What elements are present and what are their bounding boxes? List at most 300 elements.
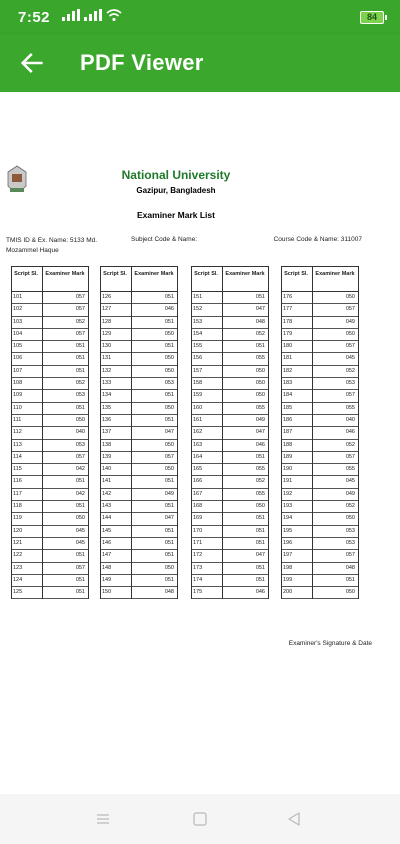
examiner-mark: 055 — [345, 404, 355, 411]
table-row — [191, 353, 269, 365]
table-row — [100, 317, 178, 329]
table-row — [11, 317, 89, 329]
examiner-mark: 047 — [255, 429, 265, 436]
script-number: 108 — [13, 380, 23, 387]
examiner-mark: 053 — [164, 380, 174, 387]
script-number: 199 — [283, 576, 293, 583]
table-row — [281, 341, 359, 353]
script-number: 176 — [283, 294, 293, 300]
table-row — [11, 329, 89, 341]
script-number: 177 — [283, 306, 293, 313]
table-header — [100, 266, 178, 292]
examiner-mark: 047 — [164, 429, 174, 436]
examiner-mark: 055 — [255, 404, 265, 411]
app-bar — [0, 34, 400, 92]
header-script: Script Sl. — [284, 271, 308, 277]
table-row — [11, 304, 89, 316]
table-row — [11, 489, 89, 501]
table-row — [100, 513, 178, 525]
script-number: 151 — [193, 294, 203, 300]
examiner-mark: 051 — [164, 392, 174, 399]
table-row — [191, 563, 269, 575]
table-row — [191, 427, 269, 439]
examiner-mark: 042 — [75, 466, 85, 473]
script-number: 145 — [102, 527, 112, 534]
table-row — [100, 304, 178, 316]
examiner-mark: 057 — [345, 306, 355, 313]
examiner-mark: 050 — [75, 416, 85, 423]
examiner-mark: 047 — [255, 306, 265, 313]
script-number: 192 — [283, 490, 293, 497]
battery-icon: 84 — [360, 11, 384, 24]
script-number: 147 — [102, 552, 112, 559]
signal-icon — [62, 9, 80, 21]
mark-table — [100, 266, 178, 599]
table-border — [88, 266, 89, 599]
table-row — [281, 292, 359, 304]
script-number: 155 — [193, 343, 203, 350]
examiner-mark: 051 — [75, 503, 85, 510]
mark-table — [281, 266, 359, 599]
examiner-mark: 055 — [255, 355, 265, 362]
examiner-mark: 051 — [164, 552, 174, 559]
table-row — [100, 440, 178, 452]
script-number: 193 — [283, 503, 293, 510]
signature-label: Examiner's Signature & Date — [288, 640, 372, 647]
table-row — [191, 341, 269, 353]
course-info: Course Code & Name: 311007 — [273, 236, 362, 243]
table-row — [11, 563, 89, 575]
subject-info: Subject Code & Name: — [131, 236, 198, 243]
examiner-mark: 055 — [345, 466, 355, 473]
table-row — [11, 587, 89, 599]
examiner-mark: 049 — [345, 318, 355, 325]
table-row — [191, 501, 269, 513]
script-number: 112 — [13, 429, 22, 436]
table-row — [100, 292, 178, 304]
table-row — [191, 390, 269, 402]
table-row — [100, 575, 178, 587]
script-number: 152 — [193, 306, 203, 313]
examiner-mark: 057 — [75, 330, 85, 337]
examiner-mark: 042 — [75, 490, 85, 497]
examiner-mark: 046 — [164, 306, 174, 313]
table-row — [191, 317, 269, 329]
table-row — [11, 575, 89, 587]
table-row — [100, 563, 178, 575]
table-row — [100, 341, 178, 353]
examiner-mark: 051 — [164, 539, 174, 546]
script-number: 157 — [193, 367, 203, 374]
script-number: 148 — [102, 564, 112, 571]
examiner-mark: 048 — [345, 564, 355, 571]
table-border — [191, 266, 192, 599]
table-row — [281, 563, 359, 575]
table-row — [11, 292, 89, 304]
table-row — [281, 489, 359, 501]
table-row — [281, 403, 359, 415]
examiner-mark: 057 — [75, 453, 85, 460]
examiner-mark: 051 — [164, 527, 174, 534]
examiner-mark: 051 — [75, 552, 85, 559]
header-mark: Examiner Mark — [134, 271, 174, 277]
back-icon[interactable] — [287, 812, 301, 826]
status-bar — [0, 0, 400, 34]
table-row — [100, 415, 178, 427]
examiner-mark: 050 — [164, 355, 174, 362]
examiner-mark: 051 — [164, 576, 174, 583]
script-number: 178 — [283, 318, 293, 325]
examiner-mark: 052 — [255, 330, 265, 337]
script-number: 121 — [13, 539, 23, 546]
examiner-mark: 051 — [255, 294, 265, 300]
examiner-info: TMIS ID & Ex. Name: 5133 Md. Mozammel Haque — [6, 237, 98, 254]
table-row — [281, 501, 359, 513]
table-row — [100, 427, 178, 439]
examiner-mark: 046 — [255, 589, 265, 596]
table-row — [281, 317, 359, 329]
script-number: 163 — [193, 441, 203, 448]
home-icon[interactable] — [193, 812, 207, 826]
script-number: 127 — [102, 306, 112, 313]
script-number: 175 — [193, 589, 203, 596]
examiner-mark: 052 — [75, 380, 85, 387]
examiner-mark: 051 — [164, 503, 174, 510]
script-number: 173 — [193, 564, 203, 571]
menu-icon[interactable] — [96, 812, 110, 826]
script-number: 133 — [102, 380, 112, 387]
table-row — [100, 489, 178, 501]
examiner-mark: 051 — [75, 367, 85, 374]
script-number: 179 — [283, 330, 293, 337]
examiner-mark: 055 — [255, 490, 265, 497]
script-number: 139 — [102, 453, 112, 460]
script-number: 170 — [193, 527, 203, 534]
examiner-mark: 057 — [345, 392, 355, 399]
table-row — [281, 464, 359, 476]
table-border — [11, 266, 12, 599]
examiner-mark: 040 — [345, 416, 355, 423]
script-number: 116 — [13, 478, 22, 485]
examiner-mark: 053 — [75, 441, 85, 448]
table-row — [281, 390, 359, 402]
examiner-mark: 051 — [164, 343, 174, 350]
script-number: 129 — [102, 330, 112, 337]
script-number: 200 — [283, 589, 293, 596]
script-number: 122 — [13, 552, 23, 559]
wifi-icon — [106, 9, 122, 21]
examiner-mark: 051 — [255, 527, 265, 534]
table-row — [100, 390, 178, 402]
examiner-mark: 057 — [75, 294, 85, 300]
examiner-mark: 050 — [255, 392, 265, 399]
signal-2-icon — [84, 9, 102, 21]
university-city: Gazipur, Bangladesh — [136, 186, 216, 195]
back-arrow-icon[interactable] — [18, 49, 46, 77]
script-number: 123 — [13, 564, 23, 571]
table-row — [100, 378, 178, 390]
script-number: 190 — [283, 466, 293, 473]
examiner-mark: 050 — [164, 564, 174, 571]
examiner-mark: 057 — [345, 453, 355, 460]
table-row — [281, 587, 359, 599]
examiner-mark: 053 — [345, 380, 355, 387]
script-number: 109 — [13, 392, 23, 399]
examiner-mark: 057 — [75, 306, 85, 313]
script-number: 164 — [193, 453, 203, 460]
examiner-mark: 050 — [164, 330, 174, 337]
table-row — [100, 501, 178, 513]
script-number: 101 — [13, 294, 23, 300]
table-row — [281, 415, 359, 427]
examiner-mark: 051 — [345, 576, 355, 583]
examiner-mark: 051 — [75, 355, 85, 362]
examiner-mark: 050 — [255, 380, 265, 387]
script-number: 106 — [13, 355, 23, 362]
table-row — [191, 329, 269, 341]
examiner-mark: 050 — [164, 466, 174, 473]
script-number: 130 — [102, 343, 112, 350]
script-number: 104 — [13, 330, 23, 337]
script-number: 124 — [13, 576, 23, 583]
examiner-mark: 045 — [75, 539, 85, 546]
table-row — [11, 353, 89, 365]
script-number: 146 — [102, 539, 112, 546]
script-number: 165 — [193, 466, 203, 473]
script-number: 186 — [283, 416, 293, 423]
pdf-page[interactable] — [0, 92, 400, 792]
script-number: 118 — [13, 503, 22, 510]
table-row — [191, 440, 269, 452]
table-row — [11, 464, 89, 476]
table-row — [11, 366, 89, 378]
examiner-mark: 052 — [255, 478, 265, 485]
script-number: 143 — [102, 503, 112, 510]
table-row — [191, 526, 269, 538]
script-number: 182 — [283, 367, 293, 374]
table-row — [281, 476, 359, 488]
script-number: 162 — [193, 429, 203, 436]
script-number: 161 — [193, 416, 203, 423]
table-row — [281, 353, 359, 365]
table-border — [100, 266, 101, 599]
examiner-mark: 050 — [164, 441, 174, 448]
table-border — [281, 266, 282, 599]
table-row — [100, 550, 178, 562]
examiner-mark: 051 — [255, 564, 265, 571]
script-number: 166 — [193, 478, 203, 485]
examiner-mark: 045 — [345, 478, 355, 485]
table-row — [281, 366, 359, 378]
script-number: 183 — [283, 380, 293, 387]
script-number: 115 — [13, 466, 22, 473]
examiner-mark: 057 — [75, 564, 85, 571]
script-number: 103 — [13, 318, 23, 325]
script-number: 144 — [102, 515, 112, 522]
table-row — [11, 440, 89, 452]
script-number: 188 — [283, 441, 293, 448]
header-mark: Examiner Mark — [45, 271, 85, 277]
script-number: 149 — [102, 576, 112, 583]
app-title: PDF Viewer — [80, 50, 204, 75]
table-row — [100, 526, 178, 538]
script-number: 138 — [102, 441, 112, 448]
examiner-mark: 052 — [345, 503, 355, 510]
script-number: 181 — [283, 355, 293, 362]
script-number: 136 — [102, 416, 112, 423]
script-number: 160 — [193, 404, 203, 411]
script-number: 172 — [193, 552, 203, 559]
script-number: 120 — [13, 527, 23, 534]
script-number: 132 — [102, 367, 112, 374]
table-row — [191, 587, 269, 599]
examiner-mark: 050 — [345, 330, 355, 337]
script-number: 114 — [13, 453, 22, 460]
script-number: 191 — [283, 478, 293, 485]
table-row — [11, 427, 89, 439]
table-row — [191, 378, 269, 390]
examiner-mark: 051 — [75, 576, 85, 583]
examiner-mark: 053 — [345, 539, 355, 546]
examiner-mark: 040 — [75, 429, 85, 436]
examiner-mark: 057 — [164, 453, 174, 460]
table-row — [191, 452, 269, 464]
examiner-mark: 046 — [255, 441, 265, 448]
script-number: 119 — [13, 515, 22, 522]
examiner-mark: 047 — [164, 515, 174, 522]
table-row — [100, 476, 178, 488]
script-number: 142 — [102, 490, 112, 497]
table-row — [281, 513, 359, 525]
table-row — [191, 513, 269, 525]
table-row — [100, 587, 178, 599]
table-border — [177, 266, 178, 599]
table-row — [281, 440, 359, 452]
table-row — [100, 353, 178, 365]
table-row — [281, 452, 359, 464]
table-row — [11, 476, 89, 488]
table-divider — [222, 266, 223, 599]
header-mark: Examiner Mark — [315, 271, 355, 277]
table-row — [11, 403, 89, 415]
header-mark: Examiner Mark — [225, 271, 265, 277]
script-number: 107 — [13, 367, 23, 374]
examiner-mark: 045 — [75, 527, 85, 534]
header-script: Script Sl. — [14, 271, 38, 277]
table-border — [268, 266, 269, 599]
script-number: 102 — [13, 306, 23, 313]
table-row — [191, 366, 269, 378]
script-number: 169 — [193, 515, 203, 522]
table-row — [11, 501, 89, 513]
script-number: 171 — [193, 539, 203, 546]
examiner-mark: 051 — [164, 294, 174, 300]
table-row — [100, 464, 178, 476]
table-row — [191, 304, 269, 316]
examiner-mark: 051 — [164, 318, 174, 325]
script-number: 137 — [102, 429, 112, 436]
examiner-mark: 050 — [345, 589, 355, 596]
table-row — [191, 575, 269, 587]
examiner-mark: 045 — [345, 355, 355, 362]
examiner-mark: 051 — [255, 576, 265, 583]
table-row — [281, 575, 359, 587]
table-row — [281, 526, 359, 538]
table-border — [358, 266, 359, 599]
examiner-mark: 051 — [255, 453, 265, 460]
table-row — [191, 292, 269, 304]
script-number: 150 — [102, 589, 112, 596]
examiner-mark: 055 — [255, 466, 265, 473]
script-number: 168 — [193, 503, 203, 510]
table-row — [191, 403, 269, 415]
script-number: 110 — [13, 404, 22, 411]
table-row — [191, 464, 269, 476]
examiner-mark: 057 — [345, 343, 355, 350]
header-script: Script Sl. — [194, 271, 218, 277]
mark-table — [191, 266, 269, 599]
examiner-mark: 051 — [75, 404, 85, 411]
script-number: 111 — [13, 416, 22, 423]
examiner-mark: 050 — [75, 515, 85, 522]
script-number: 194 — [283, 515, 293, 522]
examiner-mark: 053 — [75, 392, 85, 399]
script-number: 131 — [102, 355, 112, 362]
script-number: 184 — [283, 392, 293, 399]
header-script: Script Sl. — [103, 271, 127, 277]
examiner-mark: 057 — [345, 552, 355, 559]
examiner-mark: 051 — [75, 343, 85, 350]
examiner-mark: 050 — [345, 294, 355, 300]
table-row — [100, 403, 178, 415]
script-number: 154 — [193, 330, 203, 337]
table-row — [281, 329, 359, 341]
examiner-mark: 050 — [255, 503, 265, 510]
examiner-mark: 049 — [345, 490, 355, 497]
script-number: 141 — [102, 478, 112, 485]
examiner-mark: 052 — [345, 367, 355, 374]
table-row — [100, 538, 178, 550]
examiner-mark: 051 — [255, 515, 265, 522]
examiner-mark: 050 — [164, 367, 174, 374]
script-number: 128 — [102, 318, 112, 325]
script-number: 159 — [193, 392, 203, 399]
script-number: 195 — [283, 527, 293, 534]
table-divider — [42, 266, 43, 599]
script-number: 198 — [283, 564, 293, 571]
table-row — [281, 427, 359, 439]
table-row — [100, 452, 178, 464]
table-row — [11, 526, 89, 538]
examiner-mark: 047 — [255, 552, 265, 559]
examiner-mark: 050 — [345, 515, 355, 522]
table-row — [281, 378, 359, 390]
examiner-mark: 046 — [345, 429, 355, 436]
script-number: 158 — [193, 380, 203, 387]
table-row — [11, 378, 89, 390]
table-row — [100, 366, 178, 378]
script-number: 197 — [283, 552, 293, 559]
table-row — [281, 538, 359, 550]
document-title: Examiner Mark List — [137, 210, 215, 220]
table-divider — [131, 266, 132, 599]
table-header — [191, 266, 269, 292]
table-row — [191, 489, 269, 501]
script-number: 187 — [283, 429, 293, 436]
table-header — [11, 266, 89, 292]
table-row — [191, 476, 269, 488]
table-divider — [312, 266, 313, 599]
